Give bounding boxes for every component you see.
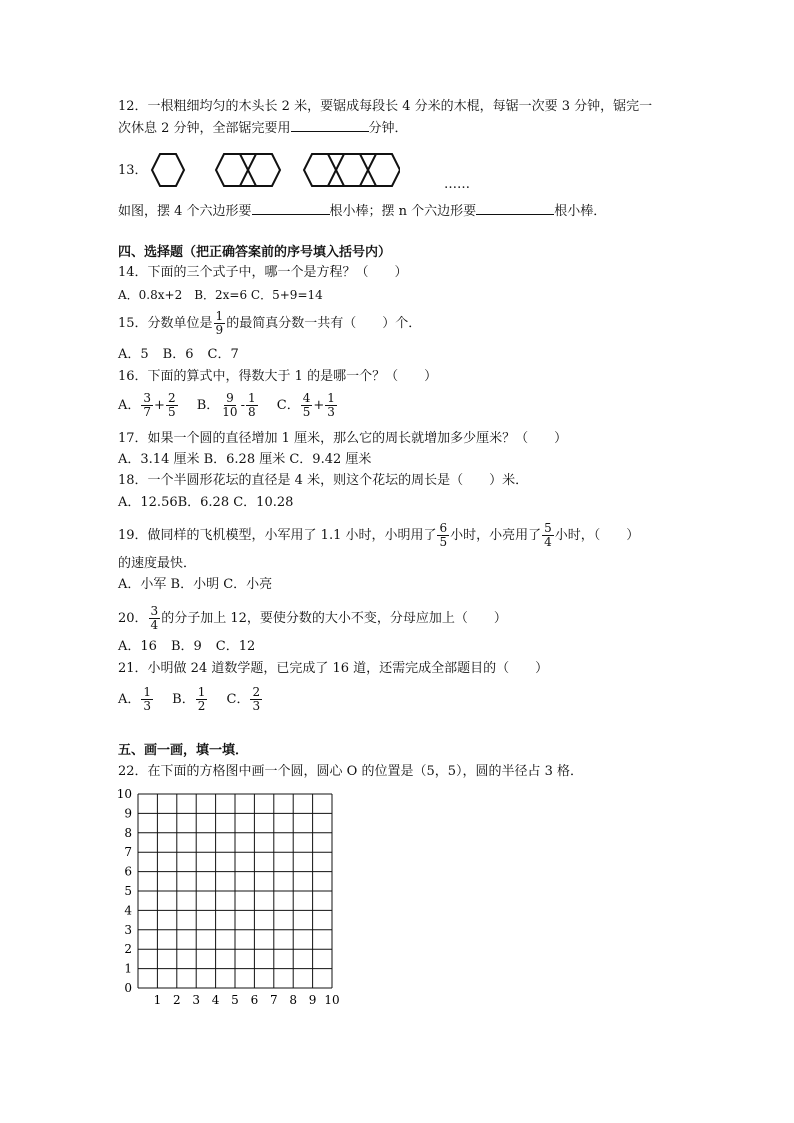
y-tick-label: 7 — [124, 845, 132, 860]
y-tick-label: 0 — [124, 981, 132, 995]
numerator: 3 — [143, 391, 152, 405]
hexagon-pair — [216, 154, 280, 186]
numerator: 2 — [167, 391, 176, 405]
question-13-part-b: 根小棒；摆 n 个六边形要 — [329, 204, 477, 219]
fraction — [196, 686, 208, 713]
question-13-number: 13． — [118, 163, 148, 178]
numerator: 1 — [143, 685, 152, 699]
question-17-stem: 17．如果一个圆的直径增加 1 厘米，那么它的周长就增加多少厘米？（ ） — [118, 431, 568, 446]
question-21-stem: 21．小明做 24 道数学题，已完成了 16 道，还需完成全部题目的（ ） — [118, 661, 549, 676]
y-tick-label: 8 — [124, 825, 132, 840]
option-label: C． — [226, 692, 250, 707]
fraction — [141, 686, 153, 713]
option-c[interactable]: C．7 — [207, 347, 239, 362]
question-14-stem: 14．下面的三个式子中，哪一个是方程？（ ） — [118, 265, 408, 280]
denominator: 5 — [439, 535, 448, 549]
denominator: 5 — [167, 405, 176, 419]
operator: - — [240, 398, 245, 413]
option-b[interactable] — [172, 686, 208, 713]
fraction — [250, 686, 262, 713]
y-tick-label: 10 — [116, 787, 132, 801]
x-tick-label: 5 — [231, 993, 239, 1007]
question-12-text: 次休息 2 分钟，全部锯完要用 — [118, 121, 291, 136]
x-tick-label: 4 — [211, 993, 220, 1007]
question-19-line2: 的速度最快． — [118, 556, 197, 571]
hexagon-triple — [304, 154, 400, 186]
numerator: 1 — [327, 391, 335, 405]
question-22-stem: 22．在下面的方格图中画一个圆，圆心 O 的位置是（5，5），圆的半径占 3 格． — [118, 764, 584, 779]
option-b[interactable]: B．9 — [170, 639, 202, 654]
option-a[interactable] — [118, 392, 179, 419]
fraction — [214, 310, 226, 337]
fraction — [542, 522, 554, 549]
hexagon-figure — [150, 150, 400, 190]
question-21-options — [118, 686, 277, 713]
denominator: 2 — [197, 699, 206, 713]
option-a[interactable]: A．16 — [118, 639, 157, 654]
question-20-options — [118, 638, 269, 656]
y-tick-label: 9 — [124, 806, 132, 821]
x-tick-label: 2 — [172, 993, 181, 1007]
fraction — [325, 392, 337, 419]
fraction — [437, 522, 449, 549]
question-12-line1: 12．一根粗细均匀的木头长 2 米，要锯成每段长 4 分米的木棍，每锯一次要 3 分钟，锯完一 — [118, 99, 653, 114]
option-a[interactable] — [118, 686, 154, 713]
denominator: 4 — [150, 618, 159, 632]
x-tick-label: 1 — [153, 993, 162, 1007]
question-12-suffix: 分钟． — [368, 121, 408, 136]
numerator: 1 — [247, 391, 256, 405]
answer-blank[interactable] — [291, 119, 369, 132]
option-label: B． — [196, 398, 220, 413]
x-tick-label: 10 — [324, 993, 340, 1007]
x-tick-label: 7 — [269, 993, 278, 1007]
question-17-options: A．3.14 厘米 B．6.28 厘米 C．9.42 厘米 — [118, 452, 372, 467]
answer-blank[interactable] — [252, 202, 330, 215]
numerator: 2 — [252, 685, 261, 699]
y-tick-label: 3 — [124, 922, 132, 937]
fraction — [141, 392, 153, 419]
option-label: A． — [118, 692, 141, 707]
question-19-part-a: 19．做同样的飞机模型，小军用了 1.1 小时，小明用了 — [118, 528, 437, 543]
denominator: 3 — [327, 405, 335, 419]
fraction — [301, 392, 313, 419]
fraction — [149, 605, 161, 632]
x-tick-label: 3 — [192, 993, 201, 1007]
question-16-stem: 16．下面的算式中，得数大于 1 的是哪一个？（ ） — [118, 369, 438, 384]
numerator: 1 — [215, 309, 224, 323]
y-tick-label: 4 — [124, 903, 132, 918]
fraction — [246, 392, 258, 419]
section-5-title: 五、画一画，填一填． — [118, 743, 249, 758]
numerator: 1 — [197, 685, 206, 699]
question-13-text — [118, 202, 606, 221]
question-16-options — [118, 392, 352, 419]
question-20-part-a: 20． — [118, 611, 148, 626]
denominator: 8 — [247, 405, 256, 419]
x-tick-label: 6 — [250, 993, 259, 1007]
x-tick-label: 8 — [289, 993, 298, 1007]
option-label: B． — [172, 692, 195, 707]
numerator: 5 — [544, 521, 552, 535]
numerator: 3 — [150, 604, 159, 618]
question-18-stem: 18．一个半圆形花坛的直径是 4 米，则这个花坛的周长是（ ）米． — [118, 473, 529, 488]
question-15-part-b: 的最简真分数一共有（ ）个． — [226, 316, 422, 331]
option-label: C． — [276, 398, 300, 413]
question-15-options — [118, 346, 253, 364]
option-a[interactable]: A．5 — [118, 347, 149, 362]
y-tick-label: 5 — [124, 884, 132, 898]
question-20-stem — [118, 605, 507, 632]
y-tick-label: 6 — [124, 864, 132, 879]
continuation-dots: …… — [444, 177, 470, 192]
operator: + — [154, 398, 165, 413]
option-c[interactable]: C．12 — [215, 639, 256, 654]
question-12-line2 — [118, 119, 408, 138]
question-15-part-a: 15．分数单位是 — [118, 316, 213, 331]
y-tick-label: 1 — [124, 961, 132, 976]
denominator: 3 — [252, 699, 261, 713]
question-13-part-c: 根小棒． — [554, 204, 607, 219]
question-18-options: A．12.56B．6.28 C．10.28 — [118, 495, 294, 510]
question-13-part-a: 如图，摆 4 个六边形要 — [118, 204, 252, 219]
numerator: 6 — [439, 521, 448, 535]
operator: + — [313, 398, 325, 413]
coordinate-grid[interactable] — [116, 786, 346, 1008]
question-19-stem — [118, 522, 639, 549]
option-c[interactable] — [227, 686, 264, 713]
fraction — [220, 392, 239, 419]
denominator: 9 — [215, 323, 224, 337]
denominator: 10 — [222, 405, 238, 419]
fraction — [166, 392, 178, 419]
question-15-stem — [118, 310, 421, 337]
question-14-options: A．0.8x+2 B．2x=6 C．5+9=14 — [118, 288, 323, 302]
hexagon-1 — [152, 154, 184, 186]
x-tick-label: 9 — [308, 993, 317, 1007]
y-tick-label: 2 — [124, 942, 132, 957]
numerator: 9 — [226, 391, 234, 405]
option-b[interactable] — [197, 392, 259, 419]
question-20-part-b: 的分子加上 12，要使分数的大小不变，分母应加上（ ） — [161, 611, 507, 626]
denominator: 4 — [544, 535, 552, 549]
denominator: 3 — [143, 699, 152, 713]
section-4-title: 四、选择题（把正确答案前的序号填入括号内） — [118, 245, 392, 260]
question-19-part-b: 小时，小亮用了 — [450, 528, 542, 543]
option-label: A． — [118, 398, 141, 413]
answer-blank[interactable] — [476, 202, 554, 215]
option-c[interactable] — [277, 392, 338, 419]
denominator: 7 — [143, 405, 152, 419]
numerator: 4 — [302, 391, 311, 405]
question-19-part-c: 小时，（ ） — [554, 528, 640, 543]
denominator: 5 — [302, 405, 311, 419]
question-19-options: A．小军 B．小明 C．小亮 — [118, 577, 273, 592]
option-b[interactable]: B．6 — [162, 347, 194, 362]
